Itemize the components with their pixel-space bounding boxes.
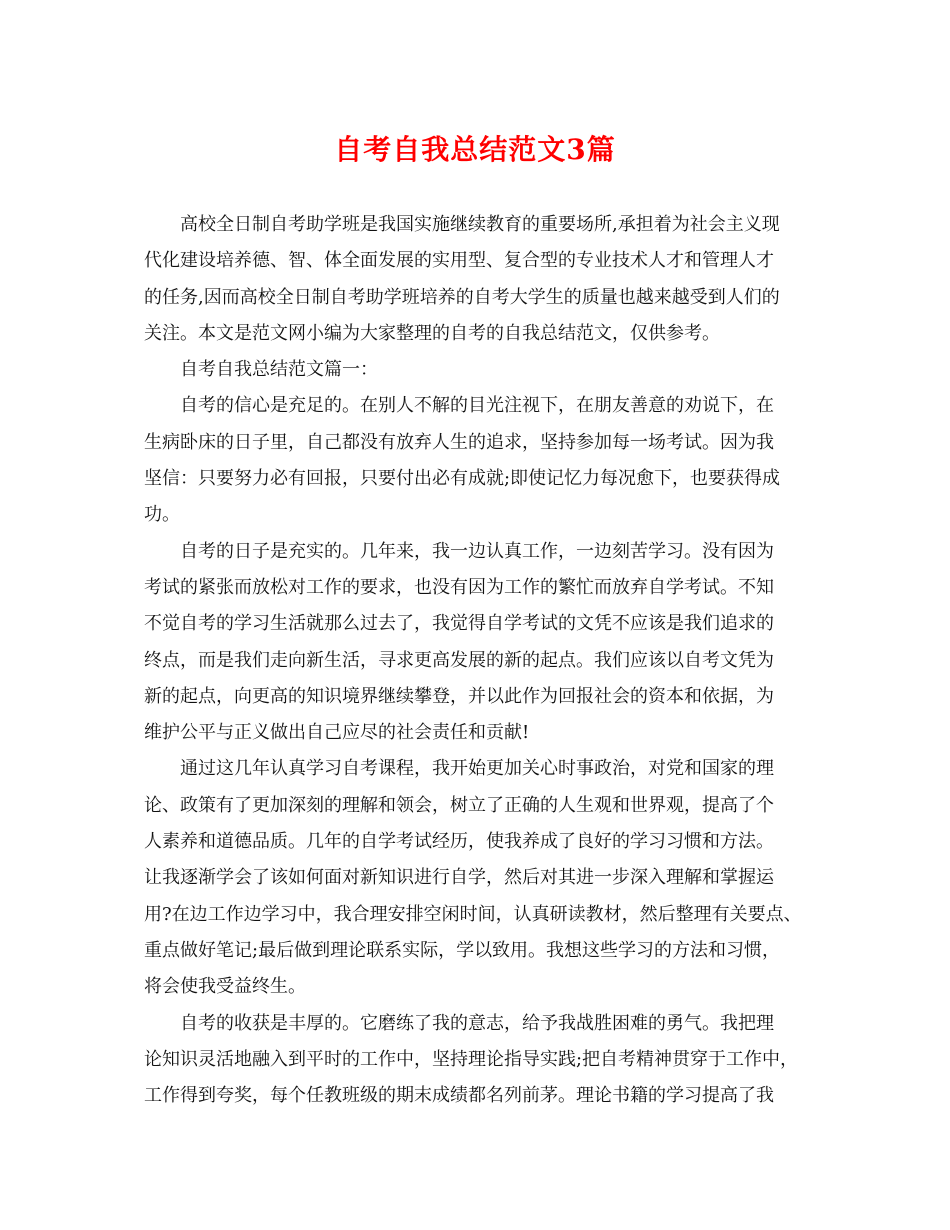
body-text-line: 人素养和道德品质。几年的自学考试经历，使我养成了良好的学习习惯和方法。 [144, 831, 774, 853]
body-text-line: 重点做好笔记;最后做到理论联系实际，学以致用。我想这些学习的方法和习惯， [144, 939, 781, 961]
body-text-line: 自考的信心是充足的。在别人不解的目光注视下，在朋友善意的劝说下，在 [180, 395, 774, 417]
body-text-line: 的任务,因而高校全日制自考助学班培养的自考大学生的质量也越来越受到人们的 [144, 286, 780, 308]
body-text-line: 高校全日制自考助学班是我国实施继续教育的重要场所,承担着为社会主义现 [180, 214, 780, 235]
body-text-line: 让我逐渐学会了该如何面对新知识进行自学，然后对其进一步深入理解和掌握运 [144, 867, 774, 889]
body-text-line: 代化建设培养德、智、体全面发展的实用型、复合型的专业技术人才和管理人才 [144, 250, 774, 272]
body-text-line: 自考自我总结范文篇一： [180, 359, 378, 381]
body-text-line: 生病卧床的日子里，自己都没有放弃人生的追求，坚持参加每一场考试。因为我 [144, 431, 774, 453]
body-text-line: 不觉自考的学习生活就那么过去了，我觉得自学考试的文凭不应该是我们追求的 [144, 613, 774, 635]
body-text-line: 论、政策有了更加深刻的理解和领会，树立了正确的人生观和世界观，提高了个 [144, 794, 774, 816]
document-body [144, 207, 808, 1114]
body-text-line: 通过这几年认真学习自考课程，我开始更加关心时事政治，对党和国家的理 [180, 758, 774, 780]
body-text-line: 功。 [144, 504, 180, 526]
body-text-line: 工作得到夸奖，每个任教班级的期末成绩都名列前茅。理论书籍的学习提高了我 [144, 1085, 774, 1107]
body-text-line: 将会使我受益终生。 [144, 976, 306, 998]
body-text-line: 终点，而是我们走向新生活，寻求更高发展的新的起点。我们应该以自考文凭为 [144, 649, 774, 671]
body-text-line: 用?在边工作边学习中，我合理安排空闲时间，认真研读教材，然后整理有关要点、 [144, 903, 802, 925]
body-text-line: 论知识灵活地融入到平时的工作中，坚持理论指导实践;把自考精神贯穿于工作中， [144, 1048, 799, 1070]
body-text-line: 考试的紧张而放松对工作的要求，也没有因为工作的繁忙而放弃自学考试。不知 [144, 576, 774, 598]
body-text-line: 新的起点，向更高的知识境界继续攀登，并以此作为回报社会的资本和依据，为 [144, 685, 774, 707]
body-text-line: 维护公平与正义做出自己应尽的社会责任和贡献! [144, 722, 530, 744]
body-text-line: 自考的日子是充实的。几年来，我一边认真工作，一边刻苦学习。没有因为 [180, 540, 774, 562]
document-title: 自考自我总结范文3篇 [334, 133, 616, 166]
body-text-line: 关注。本文是范文网小编为大家整理的自考的自我总结范文，仅供参考。 [144, 322, 720, 344]
body-text-line: 自考的收获是丰厚的。它磨练了我的意志，给予我战胜困难的勇气。我把理 [180, 1012, 774, 1034]
body-text-line: 坚信：只要努力必有回报，只要付出必有成就;即使记忆力每况愈下，也要获得成 [144, 468, 781, 490]
